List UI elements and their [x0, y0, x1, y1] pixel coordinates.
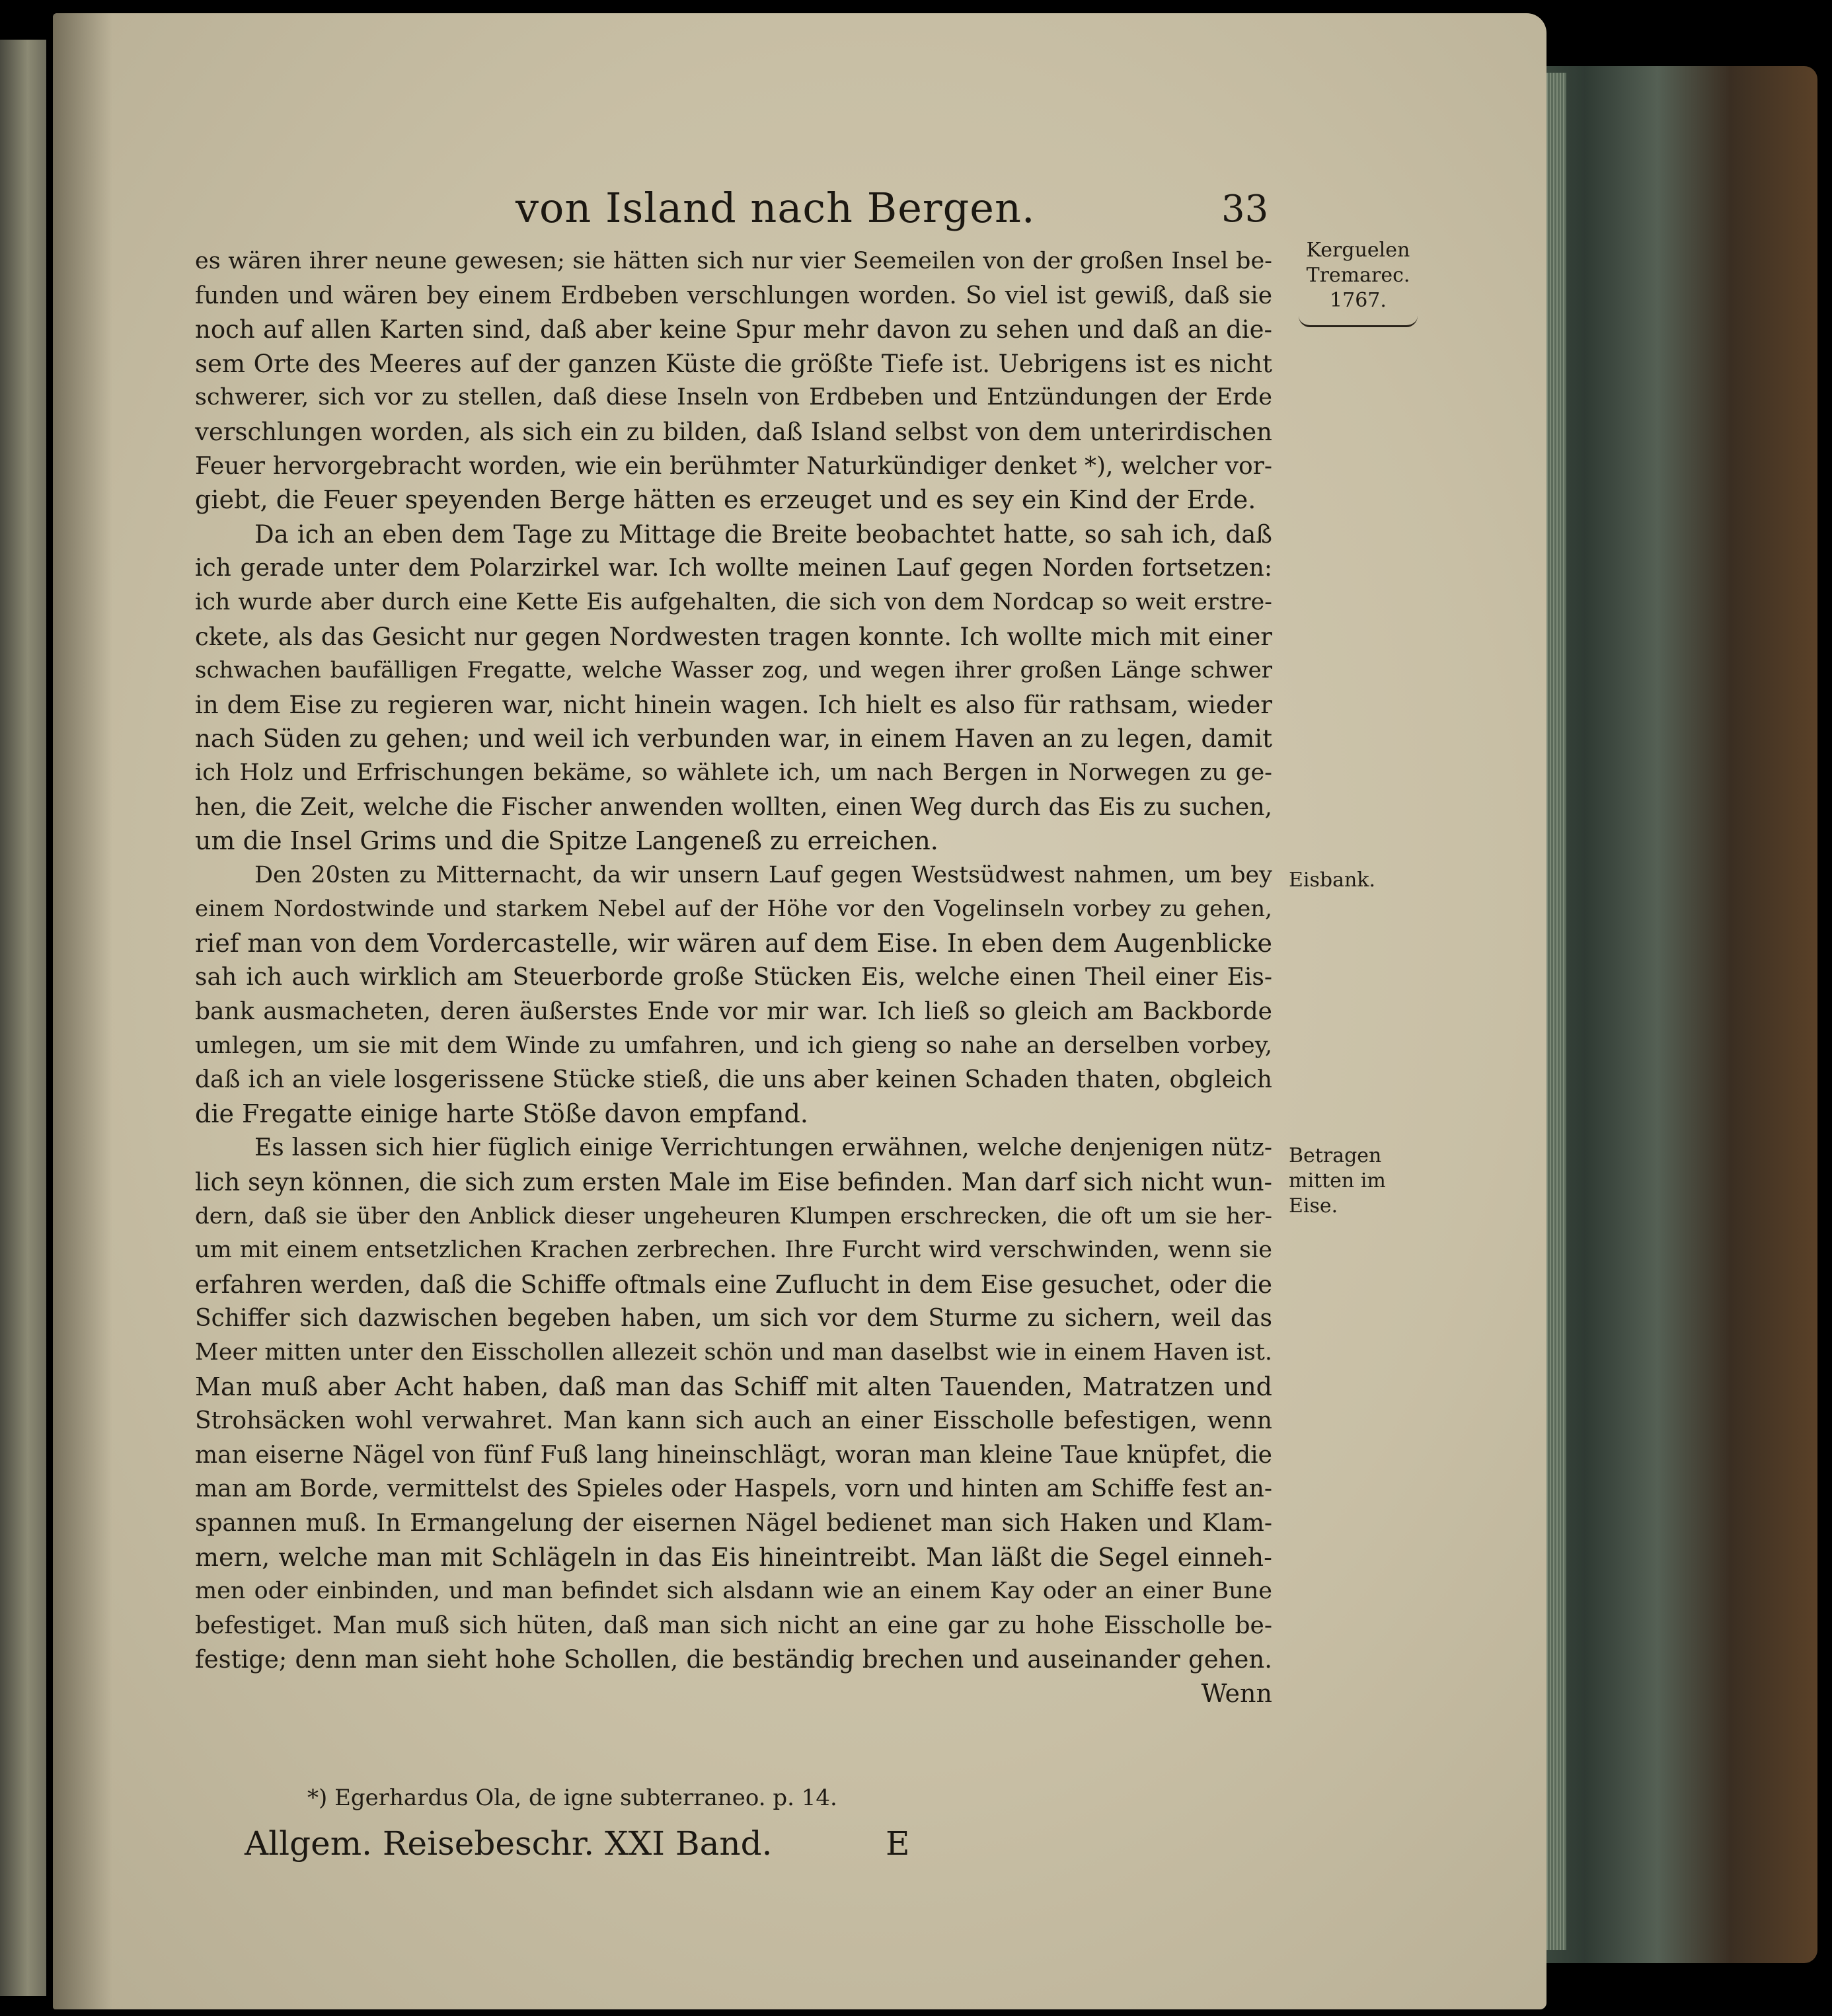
page-number: 33	[1221, 188, 1269, 231]
body-text	[195, 245, 1272, 1711]
signature-line: Allgem. Reisebeschr. XXI Band.	[245, 1824, 773, 1863]
text-line: bank ausmacheten, deren äußerstes Ende vor mir war. Ich ließ so gleich am Backborde	[195, 998, 1272, 1026]
text-line: schwerer, sich vor zu stellen, daß diese Inseln von Erdbeben und Entzündungen der Erde	[195, 384, 1272, 411]
text-line: befestiget. Man muß sich hüten, daß man sich nicht an eine gar zu hohe Eisscholle be-	[195, 1611, 1272, 1639]
text-line: festige; denn man sieht hohe Schollen, die beständig brechen und auseinander gehen.	[195, 1645, 1272, 1674]
text-line: sem Orte des Meeres auf der ganzen Küste die größte Tiefe ist. Uebrigens ist es nicht	[195, 349, 1272, 378]
text-line: ich Holz und Erfrischungen bekäme, so wählete ich, um nach Bergen in Norwegen zu ge-	[195, 759, 1272, 786]
marginal-note-eisbank	[1282, 868, 1441, 893]
marginal-note-betragen	[1282, 1144, 1441, 1219]
text-line: Strohsäcken wohl verwahret. Man kann sich auch an einer Eisscholle befestigen, wenn	[195, 1407, 1272, 1435]
book-page	[53, 13, 1546, 2009]
text-line: dern, daß sie über den Anblick dieser ungeheuren Klumpen erschrecken, die oft um sie her-	[195, 1202, 1272, 1229]
text-line: Den 20sten zu Mitternacht, da wir unsern Lauf gegen Westsüdwest nahmen, um bey	[254, 861, 1272, 888]
marginal-line: 1767.	[1330, 289, 1387, 312]
text-line: um mit einem entsetzlichen Krachen zerbrechen. Ihre Furcht wird verschwinden, wenn sie	[195, 1237, 1272, 1264]
text-line: sah ich auch wirklich am Steuerborde große Stücken Eis, welche einen Theil einer Eis-	[195, 964, 1272, 991]
marginal-line: Eise.	[1289, 1194, 1338, 1218]
text-line: Schiffer sich dazwischen begeben haben, um sich vor dem Sturme zu sichern, weil das	[195, 1305, 1272, 1333]
text-line: Da ich an eben dem Tage zu Mittage die Breite beobachtet hatte, so sah ich, daß	[254, 520, 1272, 549]
book-cover-edge	[1527, 66, 1817, 1963]
text-line: ckete, als das Gesicht nur gegen Nordwesten tragen konnte. Ich wollte mich mit einer	[195, 622, 1272, 651]
text-line: ich gerade unter dem Polarzirkel war. Ich wollte meinen Lauf gegen Norden fortsetzen:	[195, 555, 1272, 582]
marginal-line: Kerguelen	[1306, 239, 1410, 262]
text-line: spannen muß. In Ermangelung der eisernen Nägel bedienet man sich Haken und Klam-	[195, 1509, 1272, 1537]
text-line: Man muß aber Acht haben, daß man das Schiff mit alten Tauenden, Matratzen und	[195, 1372, 1272, 1401]
text-line: giebt, die Feuer speyenden Berge hätten es erzeuget und es sey ein Kind der Erde.	[195, 485, 1256, 515]
text-line: man am Borde, vermittelst des Spieles oder Haspels, vorn und hinten am Schiffe fest an-	[195, 1475, 1272, 1503]
running-head	[53, 184, 1546, 237]
text-line: die Fregatte einige harte Stöße davon empfand.	[195, 1099, 808, 1128]
text-line: einem Nordostwinde und starkem Nebel auf der Höhe vor den Vogelinseln vorbey zu gehen,	[195, 896, 1272, 923]
text-line: umlegen, um sie mit dem Winde zu umfahren, und ich gieng so nahe an derselben vorbey,	[195, 1032, 1272, 1059]
text-line: in dem Eise zu regieren war, nicht hinein wagen. Ich hielt es also für rathsam, wieder	[195, 690, 1272, 719]
text-line: um die Insel Grims und die Spitze Langeneß zu erreichen.	[195, 826, 938, 856]
footnote: *) Egerhardus Ola, de igne subterraneo. p. 14.	[307, 1785, 837, 1811]
text-line: Meer mitten unter den Eisschollen allezeit schön und man daselbst wie in einem Haven ist.	[195, 1339, 1272, 1366]
text-line: noch auf allen Karten sind, daß aber keine Spur mehr davon zu sehen und daß an die-	[195, 315, 1272, 344]
text-line: verschlungen worden, als sich ein zu bilden, daß Island selbst von dem unterirdischen	[195, 417, 1272, 446]
catchword: Wenn	[1201, 1678, 1272, 1708]
marginal-line: Eisbank.	[1289, 869, 1376, 892]
facing-page-edge	[0, 40, 46, 1996]
text-line: lich seyn können, die sich zum ersten Male im Eise befinden. Man darf sich nicht wun-	[195, 1168, 1272, 1197]
text-line: men oder einbinden, und man befindet sich alsdann wie an einem Kay oder an einer Bune	[195, 1578, 1272, 1605]
marginal-line: Betragen	[1289, 1144, 1382, 1167]
text-line: funden und wären bey einem Erdbeben verschlungen worden. So viel ist gewiß, daß sie	[195, 282, 1272, 309]
text-line: daß ich an viele losgerissene Stücke stieß, die uns aber keinen Schaden thaten, obgleich	[195, 1066, 1272, 1094]
text-line: hen, die Zeit, welche die Fischer anwenden wollten, einen Weg durch das Eis zu suchen,	[195, 793, 1272, 821]
text-line: mern, welche man mit Schlägeln in das Eis hineintreibt. Man läßt die Segel einneh-	[195, 1542, 1272, 1572]
text-line: Feuer hervorgebracht worden, wie ein berühmter Naturkündiger denket *), welcher vor-	[195, 452, 1272, 480]
text-line: nach Süden zu gehen; und weil ich verbunden war, in einem Haven an zu legen, damit	[195, 724, 1272, 754]
marginal-line: mitten im	[1289, 1169, 1386, 1192]
marginal-line: Tremarec.	[1306, 264, 1410, 287]
text-line: es wären ihrer neune gewesen; sie hätten sich nur vier Seemeilen von der großen Insel be-	[195, 248, 1272, 274]
brace-ornament	[1299, 316, 1418, 327]
sheet-mark: E	[886, 1824, 910, 1863]
text-line: man eiserne Nägel von fünf Fuß lang hineinschlägt, woran man kleine Taue knüpfet, die	[195, 1441, 1272, 1469]
marginal-note-kerguelen	[1282, 238, 1434, 327]
text-line: ich wurde aber durch eine Kette Eis aufgehalten, die sich von dem Nordcap so weit erstre-	[195, 588, 1272, 615]
text-line: erfahren werden, daß die Schiffe oftmals eine Zuflucht in dem Eise gesuchet, oder die	[195, 1270, 1272, 1299]
text-line: schwachen baufälligen Fregatte, welche Wasser zog, und wegen ihrer großen Länge schwer	[195, 657, 1272, 684]
running-title: von Island nach Bergen.	[515, 184, 1036, 232]
text-line: rief man von dem Vordercastelle, wir wären auf dem Eise. In eben dem Augenblicke	[195, 928, 1272, 958]
gutter-shadow	[53, 13, 112, 2009]
text-line: Es lassen sich hier füglich einige Verrichtungen erwähnen, welche denjenigen nütz-	[254, 1134, 1272, 1162]
